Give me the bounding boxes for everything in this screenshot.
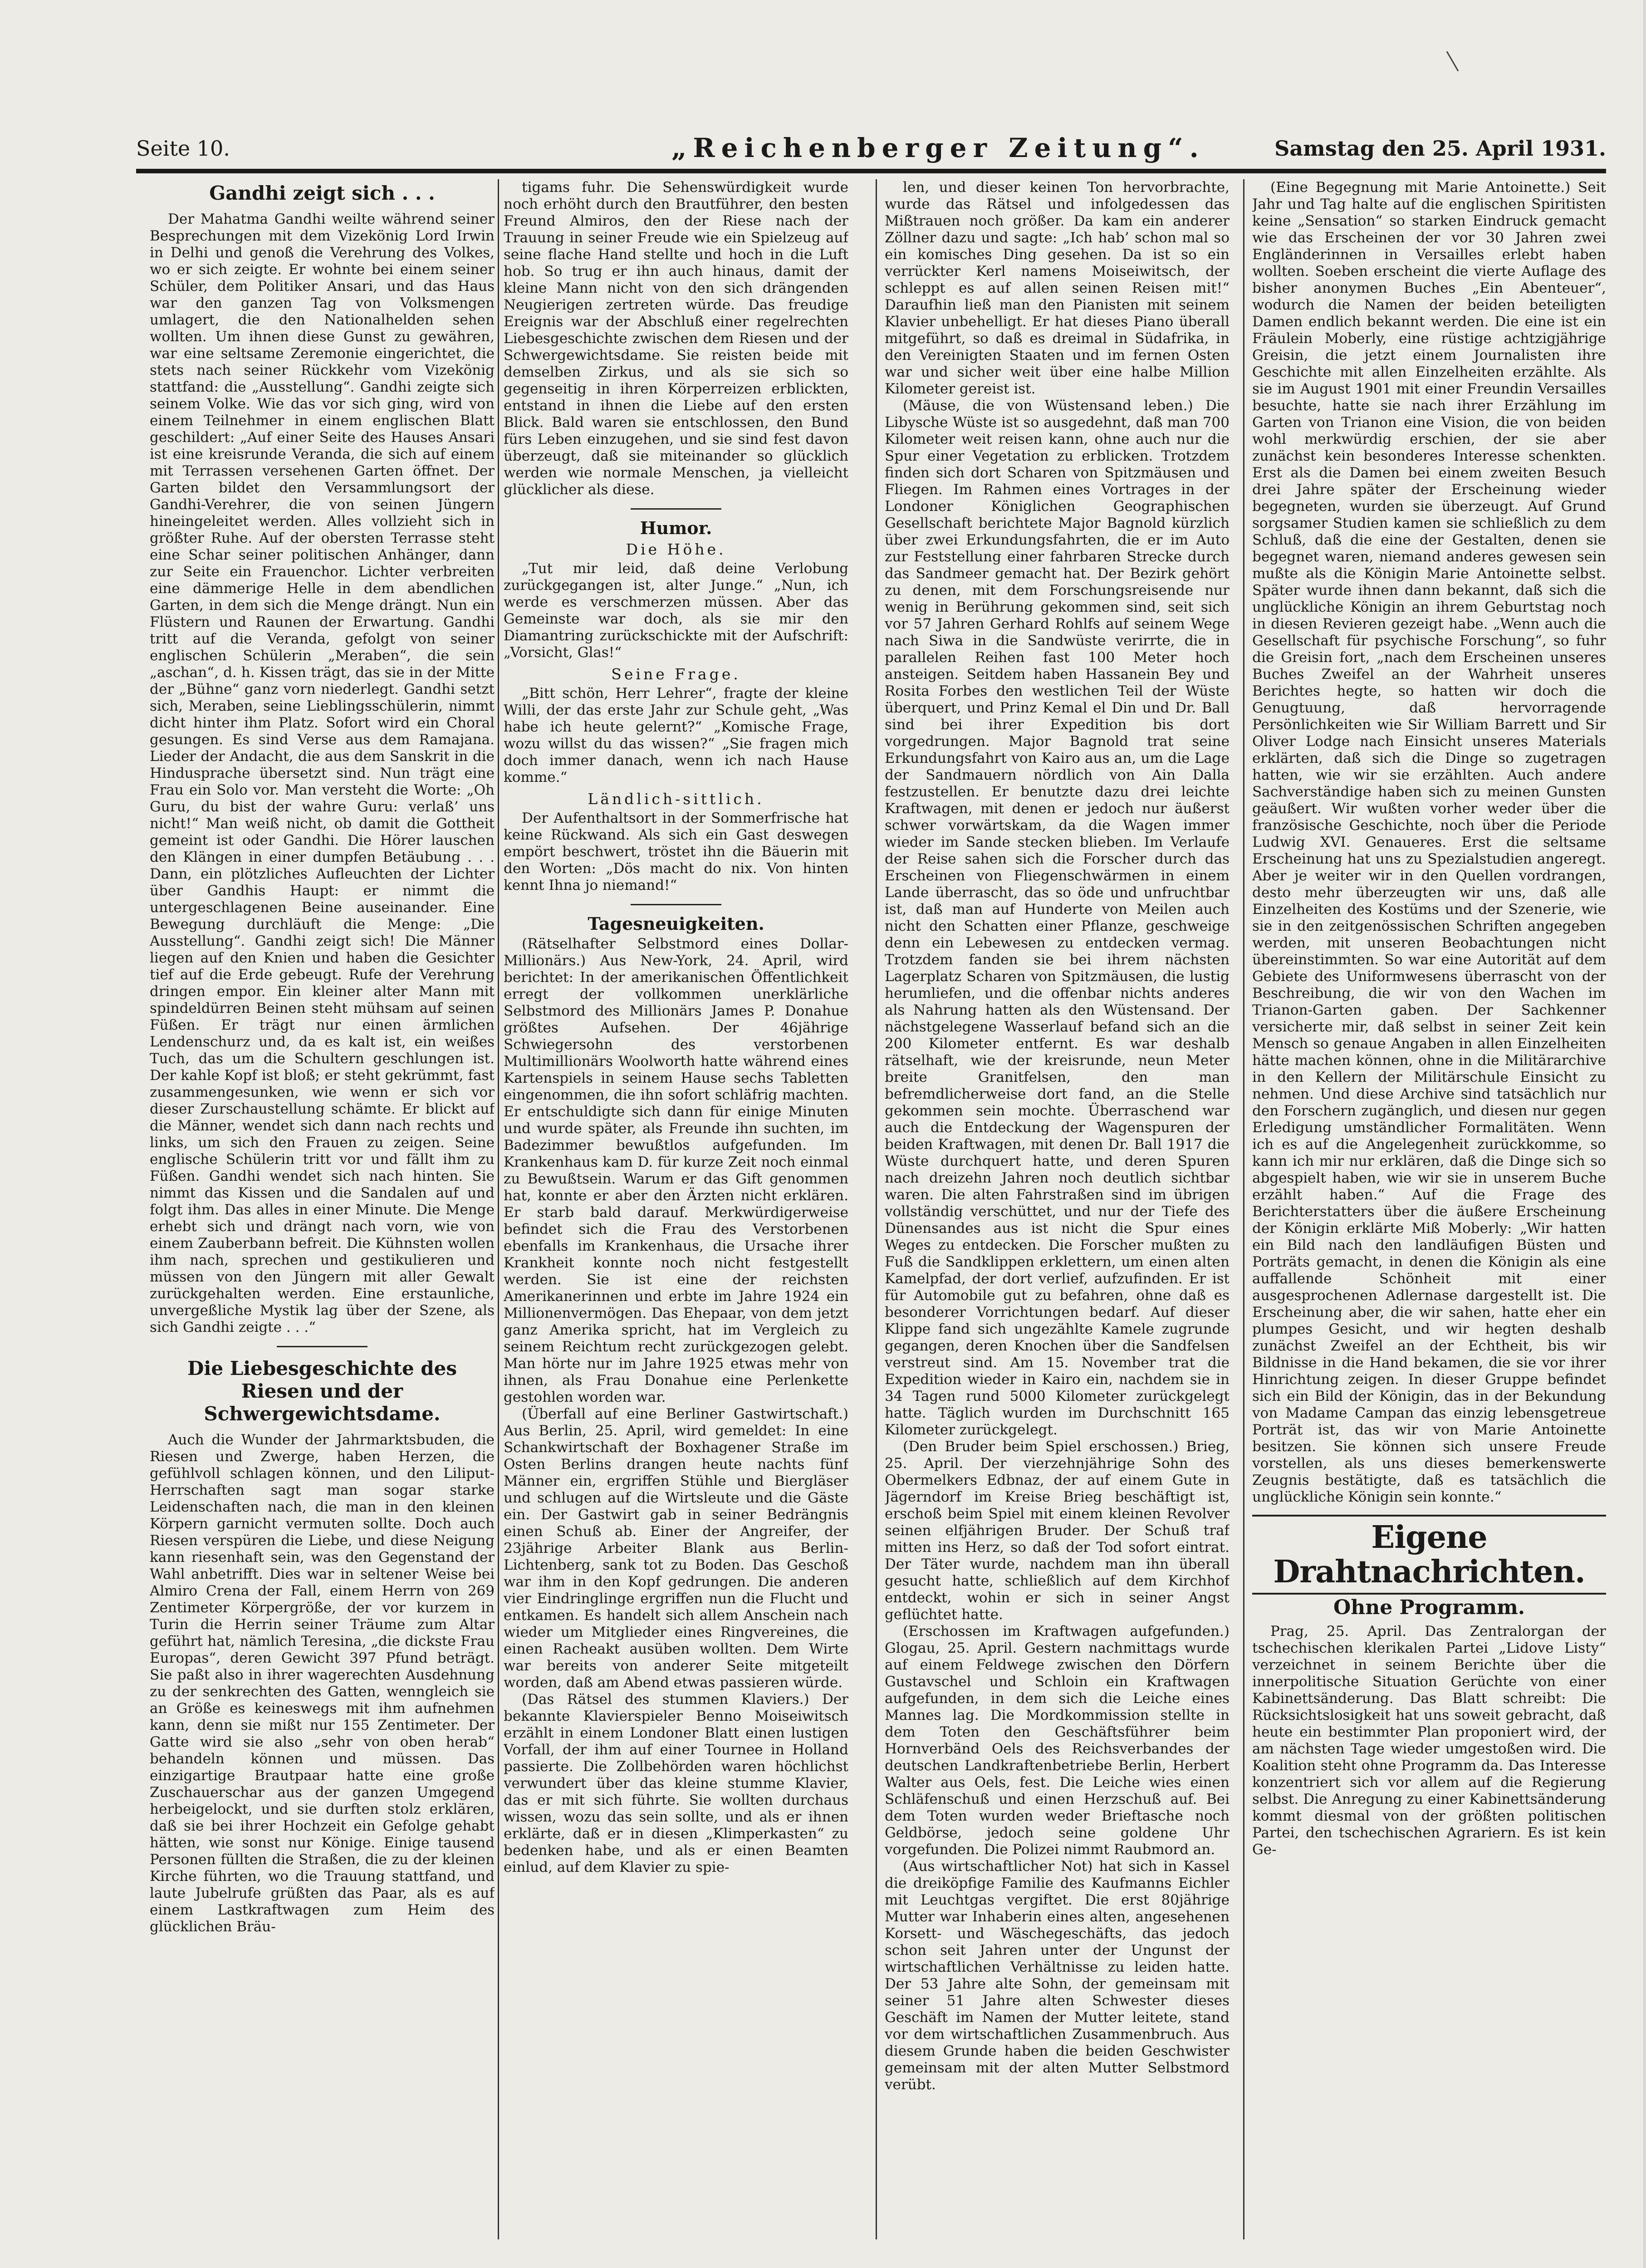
section-title-wire: Eigene Drahtnachrichten. — [1252, 1515, 1606, 1595]
article-body-gandhi: Der Mahatma Gandhi weilte während seiner Besprechungen mit dem Vizekönig Lord Irwin in Delhi und genoß die Verehrung des Volkes, wo er sich zeigte. Er wohnte bei einem seiner Schüler, dem Politiker Ansari, und das Haus war den ganzen Tag von Volksmengen umlagert, die den Nationalhelden sehen wollten. Um ihnen diese Gunst zu gewähren, war eine seltsame Zeremonie eingerichtet, die stets nach seiner Rückkehr vom Vizekönig stattfand: die „Ausstellung“. Gandhi zeigte sich seinem Volke. Wie das vor sich ging, wird von einem Teilnehmer in einem englischen Blatt geschildert: „Auf einer Seite des Hauses Ansari ist eine kreisrunde Veranda, die sich auf einem mit Terrassen versehenen Garten öffnet. Der Garten bildet den Versammlungsort der Gandhi-Verehrer, die von seinen Jüngern hineingeleitet werden. Alles vollzieht sich in größter Ruhe. Auf der obersten Terrasse steht eine Schar seiner politischen Anhänger, dann zur Seite ein Frauenchor. Lichter verbreiten eine dämmerige Helle in dem abendlichen Garten, in dem sich die Menge drängt. Nun ein Flüstern und Raunen der Erwartung. Gandhi tritt auf die Veranda, gefolgt von seiner englischen Schülerin „Meraben“, die sein „aschan“, d. h. Kissen trägt, das sie in der Mitte der „Bühne“ ganz vorn niederlegt. Gandhi setzt sich, Meraben, seine Lieblingsschülerin, nimmt dicht hinter ihm Platz. Sofort wird ein Choral gesungen. Es sind Verse aus dem Ramajana. Lieder der Andacht, die aus dem Sanskrit in die Hindusprache übersetzt sind. Nun trägt eine Frau ein Solo vor. Man versteht die Worte: „Oh Guru, du bist der wahre Guru: verlaß’ uns nicht!“ Man weiß nicht, ob damit die Gottheit gemeint ist oder Gandhi. Die Hörer lauschen den Klängen in einer dumpfen Betäubung . . . Dann, ein plötzliches Aufleuchten der Lichter über Gandhis Haupt: er nimmt die untergeschlagenen Beine auseinander. Eine Bewegung durchläuft die Menge: „Die Ausstellung“. Gandhi zeigt sich! Die Männer liegen auf den Knien und haben die Gesichter tief auf die Erde gebeugt. Rufe der Verehrung dringen empor. Ein kleiner alter Mann mit spindeldürren Beinen steht mühsam auf seinen Füßen. Er trägt nur einen ärmlichen Lendenschurz und, da es kalt ist, ein weißes Tuch, das um die Schultern geschlungen ist. Der kahle Kopf ist bloß; er steht gekrümmt, fast zusammengesunken, wie wenn er sich vor dieser Zurschaustellung schämte. Er blickt auf die Männer, wendet sich dann nach rechts und links, um sich den Frauen zu zeigen. Seine englische Schülerin tritt vor und fällt ihm zu Füßen. Gandhi wendet sich nach hinten. Sie nimmt das Kissen und die Sandalen auf und folgt ihm. Das alles in einer Minute. Die Menge erhebt sich und drängt nach vorn, wie von einem Zauberbann befreit. Die Kühnsten wollen ihm nach, sprechen und gestikulieren und müssen von den Jüngern mit aller Gewalt zurückgehalten werden. Eine erstaunliche, unvergeßliche Mystik lag über der Szene, als sich Gandhi zeigte . . .“ — [150, 211, 495, 1335]
joke-body: Der Aufenthaltsort in der Sommerfrische hat keine Rückwand. Als sich ein Gast deswegen empört beschwert, tröstet ihn die Bäuerin mit den Worten: „Dös macht do nix. Von hinten kennt Ihna jo niemand!“ — [504, 810, 848, 893]
column-divider — [1243, 179, 1244, 2239]
news-item-cont: len, und dieser keinen Ton hervorbrachte, wurde das Rätsel und infolgedessen das Mißtrauen noch größer. Da kam ein anderer Zöllner dazu und sagte: „Ich hab’ schon mal so ein komisches Ding gesehen. Da ist so ein verrückter Kerl namens Moiseiwitsch, der schleppt es auf allen seinen Reisen mit!“ Daraufhin ließ man den Pianisten mit seinem Klavier unbehelligt. Er hat dieses Piano überall mitgeführt, so daß es dreimal in Südafrika, in den Vereinigten Staaten und im fernen Osten war und sicher weit über eine halbe Million Kilometer gereist ist. — [885, 179, 1230, 397]
wire-body: Prag, 25. April. Das Zentralorgan der tschechischen klerikalen Partei „Lidove Listy“ verzeichnet in seinem Berichte über die innerpolitische Situation Gerüchte von einer Kabinettsänderung. Das Blatt schreibt: Die Rücksichtslosigkeit hat uns soweit gebracht, daß heute ein bestimmter Plan proponiert wird, der am nächsten Tage wieder umgestoßen wird. Die Koalition steht ohne Programm da. Das Interesse konzentriert sich vor allem auf die Regierung selbst. Die Anregung zu einer Kabinettsänderung kommt diesmal von der größten politischen Partei, den tschechischen Agrariern. Es ist kein Ge- — [1252, 1623, 1606, 1858]
separator — [277, 1346, 367, 1347]
separator — [631, 508, 721, 510]
joke-title: Seine Frage. — [611, 665, 741, 683]
news-item: (Aus wirtschaftlicher Not) hat sich in Kassel die dreiköpfige Familie des Kaufmanns Eichler mit Leuchtgas vergiftet. Die erst 80jährige Mutter war Inhaberin eines alten, angesehenen Korsett- und Wäschegeschäfts, das jedoch schon seit Jahren unter der Ungunst der wirtschaftlichen Verhältnisse zu leiden hatte. Der 53 Jahre alte Sohn, der gemeinsam mit seiner 51 Jahre alten Schwester dieses Geschäft im Namen der Mutter leitete, stand vor dem wirtschaftlichen Zusammenbruch. Aus diesem Grunde haben die beiden Geschwister gemeinsam mit der alten Mutter Selbstmord verübt. — [885, 1858, 1230, 2093]
section-title-humor: Humor. — [640, 518, 712, 538]
masthead — [136, 133, 1606, 168]
paper-name: „Reichenberger Zeitung“. — [671, 133, 1205, 163]
column-divider — [876, 179, 877, 2239]
section-title-news: Tagesneuigkeiten. — [588, 913, 764, 934]
column-4 — [1252, 179, 1606, 2239]
header-rule — [136, 169, 1606, 173]
joke-body: „Tut mir leid, daß deine Verlobung zurückgegangen ist, alter Junge.“ „Nun, ich werde es verschmerzen müssen. Aber das Gemeinste war doch, als sie mir den Diamantring zurückschickte mit der Aufschrift: „Vorsicht, Glas!“ — [504, 560, 848, 661]
separator — [631, 904, 721, 905]
article-body-giant: Auch die Wunder der Jahrmarktsbuden, die Riesen und Zwerge, haben Herzen, die gefühlvoll schlagen können, und den Liliput-Herrschaften sagt man sogar starke Leidenschaften nach, die man in den kleinen Körpern garnicht vermuten sollte. Doch auch Riesen verspüren die Liebe, und diese Neigung kann riesenhaft sein, was den Gegenstand der Wahl anbetrifft. Dies war in seltener Weise bei Almiro Crena der Fall, einem Herrn von 269 Zentimeter Körpergröße, der vor kurzem in Turin die Herrin seiner Träume zum Altar geführt hat, nämlich Teresina, „die dickste Frau Europas“, deren Gewicht 397 Pfund beträgt. Sie paßt also in ihrer wagerechten Ausdehnung zu der senkrechten des Gatten, wenngleich sie an Größe es keineswegs mit ihm aufnehmen kann, denn sie mißt nur 155 Zentimeter. Der Gatte wird sie also „sehr von oben herab“ behandeln können und müssen. Das einzigartige Brautpaar hatte eine große Zuschauerschar aus der ganzen Umgegend herbeigelockt, und sie durften stolz erklären, daß sie bei ihrer Hochzeit ein Gefolge gehabt hätten, wie sonst nur Könige. Einige tausend Personen füllten die Straßen, die zu der kleinen Kirche führten, wo die Trauung stattfand, und laute Jubelrufe grüßten das Paar, als es auf einem Lastkraftwagen zum Heim des glücklichen Bräu- — [150, 1432, 495, 1935]
column-1 — [150, 179, 495, 2239]
page-edge — [1643, 0, 1646, 2268]
column-divider — [498, 179, 499, 2239]
news-item: (Überfall auf eine Berliner Gastwirtschaft.) Aus Berlin, 25. April, wird gemeldet: In eine Schankwirtschaft der Boxhagener Straße im Osten Berlins drangen heute nachts fünf Männer ein, ergriffen Stühle und Biergläser und schlugen auf die Wirtsleute und die Gäste ein. Der Gastwirt gab in seiner Bedrängnis einen Schuß ab. Einer der Angreifer, der 23jährige Arbeiter Blank aus Berlin-Lichtenberg, sank tot zu Boden. Das Geschoß war ihm in den Kopf gedrungen. Die anderen vier Eindringlinge ergriffen nun die Flucht und entkamen. Es handelt sich allem Anschein nach wieder um Mitglieder eines Ringvereines, die einen Racheakt ausüben wollten. Dem Wirte war bereits von anderer Seite mitgeteilt worden, daß am Abend etwas passieren würde. — [504, 1406, 848, 1691]
news-item: (Das Rätsel des stummen Klaviers.) Der bekannte Klavierspieler Benno Moiseiwitsch erzählt in einem Londoner Blatt einen lustigen Vorfall, der ihm auf einer Tournee in Holland passierte. Die Zollbehörden waren höchlichst verwundert über das kleine stumme Klavier, das er mit sich führte. Sie wollten durchaus wissen, wozu das sein sollte, und als er ihnen erklärte, daß er in diesen „Klimperkasten“ zu bedenken habe, und als er einen Beamten einlud, auf dem Klavier zu spie- — [504, 1691, 848, 1875]
news-item: (Mäuse, die von Wüstensand leben.) Die Libysche Wüste ist so ausgedehnt, daß man 700 Kilometer weit reisen kann, ohne auch nur die Spur einer Vegetation zu erblicken. Trotzdem finden sich dort Scharen von Spitzmäusen und Fliegen. Im Rahmen eines Vortrages in der Londoner Königlichen Geographischen Gesellschaft berichtete Major Bagnold kürzlich über zwei Erkundungsfahrten, die er im Auto zur Feststellung einer fahrbaren Strecke durch das Sandmeer gemacht hat. Der Bezirk gehört zu denen, mit dem Forschungsreisende nur wenig in Berührung gekommen sind, seit sich vor 57 Jahren Gerhard Rohlfs auf seinem Wege nach Siwa in die Sandwüste verirrte, die in parallelen Reihen fast 100 Meter hoch ansteigen. Seitdem haben Hassanein Bey und Rosita Forbes den westlichen Teil der Wüste überquert, und Prinz Kemal el Din und Dr. Ball sind bei ihrer Expedition bis dort vorgedrungen. Major Bagnold trat seine Erkundungsfahrt von Kairo aus an, um die Lage der Sandmauern nördlich von Ain Dalla festzustellen. Er benutzte dazu drei leichte Kraftwagen, mit denen er jedoch nur äußerst schwer vorwärtskam, da die Wagen immer wieder im Sande stecken blieben. Im Verlaufe der Reise sahen sich die Forscher durch das Erscheinen von Fliegenschwärmen in einem Lande überrascht, das so öde und unfruchtbar ist, daß man auf Hunderte von Meilen auch nicht den Schatten einer Pflanze, geschweige denn ein Lebewesen zu entdecken vermag. Trotzdem fanden sie bei ihrem nächsten Lagerplatz Scharen von Spitzmäusen, die lustig herumliefen, und die offenbar nichts anderes als Nahrung hatten als den Wüstensand. Der nächstgelegene Wasserlauf befand sich an die 200 Kilometer entfernt. Es war deshalb rätselhaft, wie der kreisrunde, neun Meter breite Granitfelsen, den man befremdlicherweise dort fand, an die Stelle gekommen sein mochte. Überraschend war auch die Entdeckung der Wagenspuren der beiden Kraftwagen, mit denen Dr. Ball 1917 die Wüste durchquert hatte, und deren Spuren nach dreizehn Jahren noch deutlich sichtbar waren. Die alten Fahrstraßen sind im übrigen vollständig verschüttet, und nur der Tiefe des Dünensandes aus ist nicht die Spur eines Weges zu entdecken. Die Forscher mußten zu Fuß die Sandklippen erklettern, um einen alten Kamelpfad, der dort verlief, aufzufinden. Er ist für Automobile gut zu befahren, ohne daß es besonderer Vorrichtungen bedarf. Auf dieser Klippe fand sich ungezählte Kamele zugrunde gegangen, deren Knochen über die Sandfelsen verstreut sind. Am 15. November trat die Expedition wieder in Kairo ein, nachdem sie in 34 Tagen rund 5000 Kilometer zurückgelegt hatte. Täglich wurden im Durchschnitt 165 Kilometer zurückgelegt. — [885, 398, 1230, 1438]
wire-subtitle: Ohne Programm. — [1333, 1596, 1525, 1619]
news-item-antoinette: (Eine Begegnung mit Marie Antoinette.) Seit Jahr und Tag halte auf die englischen Spiritisten keine „Sensation“ so starken Eindruck gemacht wie das Erscheinen der vor 30 Jahren zwei Engländerinnen in Versailles erlebt haben wollten. Soeben erscheint die vierte Auflage des bisher anonymen Buches „Ein Abenteuer“, wodurch die Namen der beiden beteiligten Damen endlich bekannt werden. Die eine ist ein Fräulein Moberly, eine rüstige achtzigjährige Greisin, die jetzt einem Journalisten ihre Geschichte mit allen Einzelheiten erzählte. Als sie im August 1901 mit einer Freundin Versailles besuchte, hatte sie nach ihrer Erzählung im Garten von Trianon eine Vision, die von beiden wohl merkwürdig erschien, der sie aber zunächst kein besonderes Interesse schenkten. Erst als die Damen bei einem zweiten Besuch drei Jahre später der Erscheinung wieder begegneten, wurden sie überzeugt. Auf Grund sorgsamer Studien kamen sie schließlich zu dem Schluß, daß die eine der Gestalten, denen sie begegnet waren, niemand anderes gewesen sein mußte als die Königin Marie Antoinette selbst. Später wurde ihnen dann bekannt, daß sich die unglückliche Königin an ihrem Geburtstag noch in diesen Revieren gezeigt habe. „Wenn auch die Gesellschaft für psychische Forschung“, so fuhr die Greisin fort, „nach dem Erscheinen unseres Buches Zweifel an der Wahrheit unseres Berichtes hegte, so hatten wir doch die Genugtuung, daß hervorragende Persönlichkeiten wie Sir William Barrett und Sir Oliver Lodge nach Einsicht unseres Materials erklärten, daß sich die Dinge so zugetragen hatten, wie wir sie erzählten. Auch andere Sachverständige haben sich zu meinen Gunsten geäußert. Wir wußten vorher weder über die französische Geschichte, noch über die Periode Ludwig XVI. Genaueres. Erst die seltsame Erscheinung hat uns zu Spezialstudien angeregt. Aber je weiter wir in den Quellen vordrangen, desto mehr überzeugten wir uns, daß alle Einzelheiten des Kostüms und der Szenerie, wie sie in den zeitgenössischen Schriften angegeben werden, mit unseren Beobachtungen nicht übereinstimmten. So war eine Autorität auf dem Gebiete des Uniformwesens überrascht von der Beschreibung, die wir von den Wachen im Trianon-Garten gaben. Der Sachkenner versicherte mir, daß selbst in seiner Zeit kein Mensch so genaue Angaben in allen Einzelheiten hätte machen können, ohne in die Militärarchive in den Kellern der Militärschule Einsicht zu nehmen. Und diese Archive sind tatsächlich nur den Forschern zugänglich, und diesen nur gegen Erledigung umständlicher Formalitäten. Wenn ich es auf die Angelegenheit zurückkomme, so kann ich mir nur erklären, daß die Dinge sich so abgespielt haben, wie wir sie in unserem Buche erzählt haben.“ Auf die Frage des Berichterstatters über die äußere Erscheinung der Königin erklärte Miß Moberly: „Wir hatten ein Bild nach den landläufigen Büsten und Porträts gemacht, in denen die Königin als eine auffallende Schönheit mit einer ausgesprochenen Adlernase dargestellt ist. Die Erscheinung aber, die wir sahen, hatte eher ein plumpes Gesicht, und wir hegten deshalb zunächst Zweifel an der Echtheit, bis wir Bildnisse in die Hand bekamen, die sie vor ihrer Hinrichtung zeigen. In dieser Gruppe befindet sich ein Bild der Königin, das in der Bekundung von Madame Campan das einzig lebensgetreue Porträt ist, das wir von Marie Antoinette besitzen. Sie können sich unsere Freude vorstellen, als uns dieses bemerkenswerte Zeugnis bestätigte, daß es tatsächlich die unglückliche Königin sein konnte.“ — [1252, 179, 1606, 1505]
article-body-giant-cont: tigams fuhr. Die Sehenswürdigkeit wurde noch erhöht durch den Brautführer, den besten Freund Almiros, den der Riese nach der Trauung in seiner Freude wie ein Spielzeug auf seine flache Hand stellte und hoch in die Luft hob. So trug er ihn auch hinaus, damit der kleine Mann nicht von den sich drängenden Neugierigen zertreten würde. Das freudige Ereignis war der Abschluß einer regelrechten Liebesgeschichte zwischen dem Riesen und der Schwergewichtsdame. Sie reisten beide mit demselben Zirkus, und als sie sich so gegenseitig in ihren Körperreizen erblickten, entstand in ihnen die Liebe auf den ersten Blick. Bald waren sie entschlossen, den Bund fürs Leben einzugehen, und sie sind fest davon überzeugt, daß sie miteinander so glücklich werden wie normale Menschen, ja vielleicht glücklicher als diese. — [504, 179, 848, 498]
article-title-gandhi: Gandhi zeigt sich . . . — [209, 182, 435, 204]
issue-date: Samstag den 25. April 1931. — [1274, 136, 1606, 161]
joke-title: Die Höhe. — [626, 540, 726, 558]
news-item: (Erschossen im Kraftwagen aufgefunden.) Glogau, 25. April. Gestern nachmittags wurde auf einem Feldwege zwischen den Dörfern Gustavschel und Schloin ein Kraftwagen aufgefunden, in dem sich die Leiche eines Mannes lag. Die Mordkommission stellte in dem Toten den Geschäftsführer beim Hornverbänd Oels des Reichsverbandes der deutschen Landkraftenbetriebe Berlin, Herbert Walter aus Oels, fest. Die Leiche wies einen Schläfenschuß und einen Herzschuß auf. Bei dem Toten wurden weder Brieftasche noch Geldbörse, jedoch seine goldene Uhr vorgefunden. Die Polizei nimmt Raubmord an. — [885, 1623, 1230, 1858]
joke-title: Ländlich-sittlich. — [588, 790, 764, 808]
column-3 — [885, 179, 1230, 2239]
page-number: Seite 10. — [136, 136, 230, 161]
joke-body: „Bitt schön, Herr Lehrer“, fragte der kleine Willi, der das erste Jahr zur Schule geht, „Was habe ich heute gelernt?“ „Komische Frage, wozu willst du das wissen?“ „Sie fragen mich doch immer danach, wenn ich nach Hause komme.“ — [504, 685, 848, 785]
news-item: (Rätselhafter Selbstmord eines Dollar-Millionärs.) Aus New-York, 24. April, wird berichtet: In der amerikanischen Öffentlichkeit erregt der vollkommen unerklärliche Selbstmord des Millionärs James P. Donahue größtes Aufsehen. Der 46jährige Schwiegersohn des verstorbenen Multimillionärs Woolworth hatte während eines Kartenspiels in seinem Hause sechs Tabletten eingenommen, die ihn sofort schläfrig machten. Er entschuldigte sich dann für einige Minuten und wurde später, als Freunde ihn suchten, im Badezimmer bewußtlos aufgefunden. Im Krankenhaus kam D. für kurze Zeit noch einmal zu Bewußtsein. Warum er das Gift genommen hat, konnte er aber den Ärzten nicht erklären. Er starb bald darauf. Merkwürdigerweise befindet sich die Frau des Verstorbenen ebenfalls im Krankenhaus, die Ursache ihrer Krankheit konnte noch nicht festgestellt werden. Sie ist eine der reichsten Amerikanerinnen und erbte im Jahre 1924 ein Millionenvermögen. Das Ehepaar, von dem jetzt ganz Amerika spricht, hat im Vergleich zu seinem Reichtum recht zurückgezogen gelebt. Man hörte nur im Jahre 1925 etwas mehr von ihnen, als Frau Donahue eine Perlenkette gestohlen worden war. — [504, 936, 848, 1405]
column-2 — [504, 179, 848, 2239]
stray-mark — [1446, 51, 1459, 72]
news-item: (Den Bruder beim Spiel erschossen.) Brieg, 25. April. Der vierzehnjährige Sohn des Obermelkers Edbnaz, der auf einem Gute in Jägerndorf im Kreise Brieg beschäftigt ist, erschoß beim Spiel mit einem kleinen Revolver seinen elfjährigen Bruder. Der Schuß traf mitten ins Herz, so daß der Tod sofort eintrat. Der Täter wurde, nachdem man ihn überall gesucht hatte, schließlich auf dem Kirchhof entdeckt, wohin er sich in seiner Angst geflüchtet hatte. — [885, 1438, 1230, 1623]
article-title-giant: Die Liebesgeschichte des Riesen und der Schwergewichtsdame. — [187, 1357, 457, 1425]
